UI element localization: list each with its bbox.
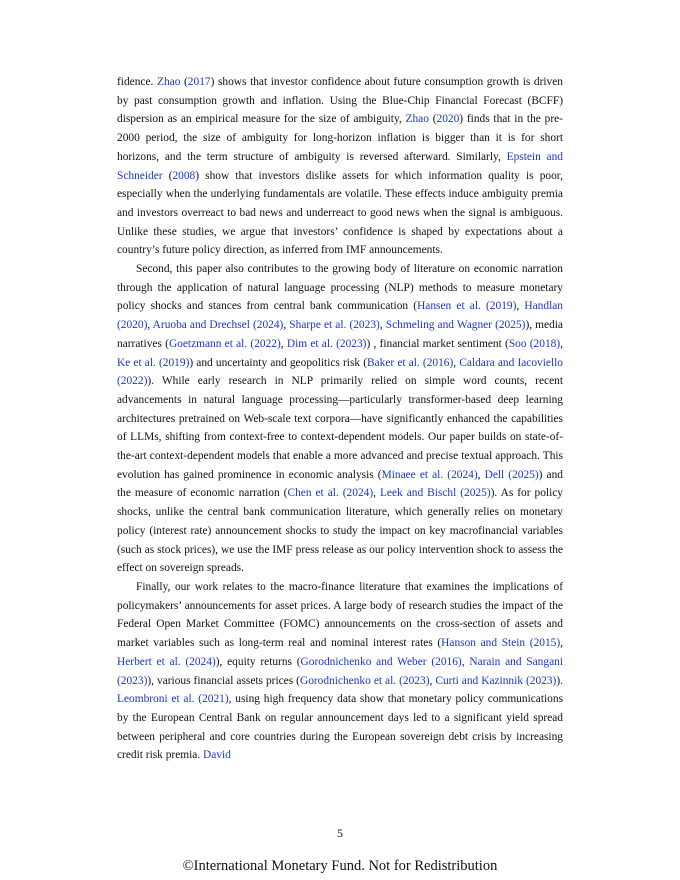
text-run: ). While early research in NLP primarily relied on simple word counts, recent advancements in natural language processing—particularly transformer-based deep learning architectures pretrained on Web-scale text corpora—have significantly enhanced the capabilities of LLMs, shifting from context-free to context-dependent models. Our paper builds on state-of-the-art context-dependent models that enable a more advanced and precise textual approach. This evolution has gained prominence in economic analysis ( (117, 375, 563, 481)
citation-link[interactable]: Dim et al. (2023) (286, 337, 367, 350)
text-run: ). (556, 674, 564, 687)
citation-link[interactable]: Handlan (2020) (117, 300, 563, 332)
text-run: , (477, 468, 485, 481)
citation-link[interactable]: Chen et al. (2024) (287, 487, 374, 500)
citation-link[interactable]: 2008 (172, 169, 196, 182)
text-run: , (379, 319, 386, 332)
body-text (117, 73, 563, 765)
text-run: ) finds that in the pre-2000 period, the size of ambiguity for long-horizon inflation is bigger than it is for short horizons, and the term structure of ambiguity is reversed afterward. Similarly, (117, 113, 563, 163)
citation-link[interactable]: Caldara and Iacoviello (2022) (117, 356, 563, 388)
text-run: ) and uncertainty and geopolitics risk ( (189, 356, 368, 369)
text-run: Second, this paper also contributes to the growing body of literature on economic narration through the application of natural language processing (NLP) methods to measure monetary policy shocks and stances from central bank communication ( (117, 263, 563, 313)
text-run: ), equity returns ( (215, 655, 301, 668)
text-run: ). As for policy shocks, unlike the central bank communication literature, which generally relies on monetary policy (interest rate) announcement shocks to study the impact on key macrofinancial variables (such as stock prices), we use the IMF press release as our policy intervention shock to assess the effect on sovereign spreads. (117, 487, 564, 575)
text-run: ( (180, 76, 188, 88)
citation-link[interactable]: Leombroni et al. (2021) (117, 693, 229, 706)
citation-link[interactable]: Gorodnichenko et al. (2023) (299, 674, 430, 687)
citation-link[interactable]: Dell (2025) (484, 468, 539, 481)
paragraph (117, 578, 563, 765)
citation-link[interactable]: Herbert et al. (2024) (117, 655, 216, 668)
text-run: ( (162, 169, 173, 182)
text-run: ) and the measure of economic narration ( (117, 468, 563, 500)
citation-link[interactable]: Soo (2018) (508, 337, 561, 350)
text-run: , (280, 337, 287, 350)
text-run: , (461, 655, 470, 668)
citation-link[interactable]: Aruoba and Drechsel (2024) (152, 319, 284, 332)
citation-link[interactable]: Zhao (405, 113, 429, 126)
citation-link[interactable]: 2020 (436, 113, 460, 126)
text-run: , (283, 319, 290, 332)
paragraph (117, 73, 563, 260)
text-run: , (373, 487, 380, 500)
citation-link[interactable]: Ke et al. (2019) (117, 356, 190, 369)
citation-link[interactable]: Hanson and Stein (2015) (441, 637, 561, 650)
text-run: ( (428, 113, 437, 126)
citation-link[interactable]: Sharpe et al. (2023) (289, 319, 380, 332)
copyright-footer: ©International Monetary Fund. Not for Redistribution (182, 858, 498, 874)
citation-link[interactable]: Minaee et al. (2024) (381, 468, 478, 481)
citation-link[interactable]: Epstein and Schneider (117, 150, 564, 182)
citation-link[interactable]: Zhao (156, 76, 181, 88)
text-run: , (147, 319, 153, 332)
text-run: ), media narratives ( (117, 319, 563, 350)
text-run: ) show that investors dislike assets for which information quality is poor, especially when the underlying fundamentals are volatile. These effects induce ambiguity premia and investors overreact to bad news and underreact to good news when the signal is ambiguous. Unlike these studies, we argue that investors’ confidence is shaped by expectations about a country’s future policy direction, as inferred from IMF announcements. (117, 169, 563, 257)
text-run: , (516, 300, 525, 313)
text-run: , (429, 674, 436, 687)
citation-link[interactable]: Narain and Sangani (2023) (117, 655, 563, 687)
citation-link[interactable]: Goetzmann et al. (2022) (168, 337, 281, 350)
text-run: , (560, 337, 563, 350)
text-run: , using high frequency data show that monetary policy communications by the European Central Bank on regular announcement days led to a significant yield spread between peripheral and core countries during the European sovereign debt crisis by increasing credit risk premia. (117, 693, 563, 762)
citation-link[interactable]: Curti and Kazinnik (2023) (435, 674, 557, 687)
text-run: ) , financial market sentiment ( (366, 337, 509, 350)
citation-link[interactable]: Leek and Bischl (2025) (379, 487, 491, 500)
paragraph (117, 260, 563, 578)
text-run: ), various financial assets prices ( (147, 674, 300, 687)
text-run: , (560, 637, 564, 650)
text-run: fidence. (117, 76, 157, 88)
text-run: , (453, 356, 460, 369)
text-run: ) shows that investor confidence about future consumption growth is driven by past consumption growth and inflation. Using the Blue-Chip Financial Forecast (BCFF) dispersion as an empirical measure for the size of ambiguity, (117, 76, 563, 126)
citation-link[interactable]: 2017 (187, 76, 211, 88)
citation-link[interactable]: Baker et al. (2016) (367, 356, 454, 369)
citation-link[interactable]: Schmeling and Wagner (2025) (385, 319, 526, 332)
citation-link[interactable]: Hansen et al. (2019) (417, 300, 517, 313)
page-number: 5 (337, 826, 343, 840)
text-run: Finally, our work relates to the macro-finance literature that examines the implications of policymakers’ announcements for asset prices. A large body of research studies the impact of the Federal Open Market Committee (FOMC) announcements on the cross-section of assets and market variables such as long-term real and nominal interest rates ( (117, 580, 563, 650)
citation-link[interactable]: David (203, 749, 231, 762)
citation-link[interactable]: Gorodnichenko and Weber (2016) (300, 655, 462, 668)
